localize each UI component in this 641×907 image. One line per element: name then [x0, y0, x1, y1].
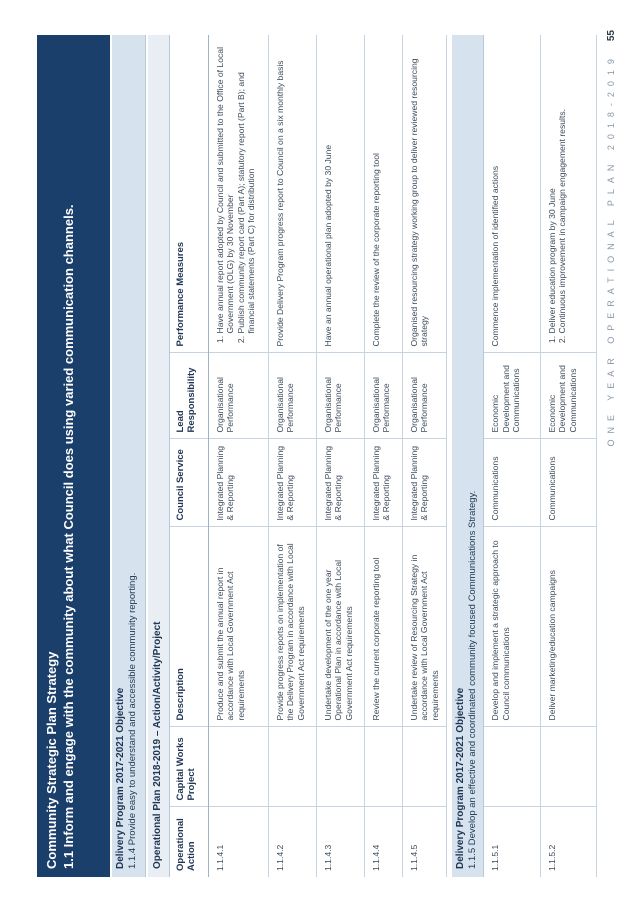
capital-works [268, 727, 316, 807]
performance-measure: Commence implementation of identified actions [484, 35, 540, 353]
description: Deliver marketing/education campaigns [540, 527, 596, 727]
measure-item: 2. Continuous improvement in campaign engagement results. [557, 41, 568, 334]
description: Provide progress reports on implementation of the Delivery Program in accordance with Local Government Act requirements [268, 527, 316, 727]
action-id: 1.1.4.5 [402, 807, 447, 877]
performance-measures [540, 35, 596, 353]
description: Produce and submit the annual report in accordance with Local Government Act requirements [208, 527, 268, 727]
action-id: 1.1.4.1 [208, 807, 268, 877]
council-service: Communications [540, 439, 596, 527]
capital-works [208, 727, 268, 807]
council-service: Integrated Planning & Reporting [208, 439, 268, 527]
table-row [540, 35, 596, 877]
col-lead-responsibility: Lead Responsibility [170, 353, 208, 439]
objective-title-2: Delivery Program 2017-2021 Objective [455, 687, 466, 869]
performance-measure: Provide Delivery Program progress report to Council on a six monthly basis [268, 35, 316, 353]
table-row [316, 35, 364, 877]
performance-measure: Have an annual operational plan adopted by 30 June [316, 35, 364, 353]
page-footer [606, 30, 617, 447]
lead-responsibility: Economic Development and Communications [540, 353, 596, 439]
col-operational-action: Operational Action [170, 807, 208, 877]
performance-measure: Organised resourcing strategy working group to deliver reviewed resourcing strategy [402, 35, 447, 353]
objective-text-1: 1.1.4 Provide easy to understand and accessible community reporting. [127, 572, 138, 869]
capital-works [484, 727, 540, 807]
action-id: 1.1.4.3 [316, 807, 364, 877]
objective-title-1: Delivery Program 2017-2021 Objective [115, 687, 126, 869]
lead-responsibility: Organisational Performance [268, 353, 316, 439]
table-header-row [170, 35, 208, 877]
capital-works [540, 727, 596, 807]
table-row [208, 35, 268, 877]
col-performance-measures: Performance Measures [170, 35, 208, 353]
action-id: 1.1.5.2 [540, 807, 596, 877]
strategy-goal: 1.1 Inform and engage with the community about what Council does using varied communication channels. [61, 204, 76, 869]
objective-band-1 [112, 35, 146, 877]
capital-works [364, 727, 402, 807]
lead-responsibility: Organisational Performance [208, 353, 268, 439]
lead-responsibility: Economic Development and Communications [484, 353, 540, 439]
action-id: 1.1.4.4 [364, 807, 402, 877]
capital-works [316, 727, 364, 807]
lead-responsibility: Organisational Performance [402, 353, 447, 439]
council-service: Integrated Planning & Reporting [268, 439, 316, 527]
table-row [484, 35, 540, 877]
council-service: Communications [484, 439, 540, 527]
action-id: 1.1.5.1 [484, 807, 540, 877]
performance-measures [208, 35, 268, 353]
col-capital-works: Capital Works Project [170, 727, 208, 807]
measure-item: 2. Publish community report card (Part A); statutory report (Part B); and financial statements (Part C) for distribution [236, 41, 257, 334]
actions-table-2 [484, 35, 597, 877]
performance-measure: Complete the review of the corporate reporting tool [364, 35, 402, 353]
action-id: 1.1.4.2 [268, 807, 316, 877]
operational-plan-heading: Operational Plan 2018-2019 – Action/Activity/Project [148, 35, 170, 877]
col-council-service: Council Service [170, 439, 208, 527]
measure-item: 1. Deliver education program by 30 June [547, 41, 558, 334]
council-service: Integrated Planning & Reporting [316, 439, 364, 527]
lead-responsibility: Organisational Performance [364, 353, 402, 439]
strategy-header [37, 35, 110, 877]
description: Undertake review of Resourcing Strategy in accordance with Local Government Act requirements [402, 527, 447, 727]
page-number: 55 [606, 30, 617, 42]
table-row [364, 35, 402, 877]
council-service: Integrated Planning & Reporting [364, 439, 402, 527]
capital-works [402, 727, 447, 807]
description: Develop and implement a strategic approach to Council communications [484, 527, 540, 727]
table-row [402, 35, 447, 877]
council-service: Integrated Planning & Reporting [402, 439, 447, 527]
description: Undertake development of the one year Operational Plan in accordance with Local Government Act requirements [316, 527, 364, 727]
description: Review the current corporate reporting tool [364, 527, 402, 727]
col-description: Description [170, 527, 208, 727]
objective-band-2 [452, 35, 484, 877]
table-row [268, 35, 316, 877]
measure-item: 1. Have annual report adopted by Council and submitted to the Office of Local Government (OLG) by 30 November [215, 41, 236, 334]
objective-text-2: 1.1.5 Develop an effective and coordinated community focused Communications Strategy. [467, 490, 478, 869]
strategy-title: Community Strategic Plan Strategy [44, 651, 59, 869]
footer-title: ONE YEAR OPERATIONAL PLAN 2018-2019 [606, 53, 616, 447]
lead-responsibility: Organisational Performance [316, 353, 364, 439]
actions-table-1 [170, 35, 447, 877]
